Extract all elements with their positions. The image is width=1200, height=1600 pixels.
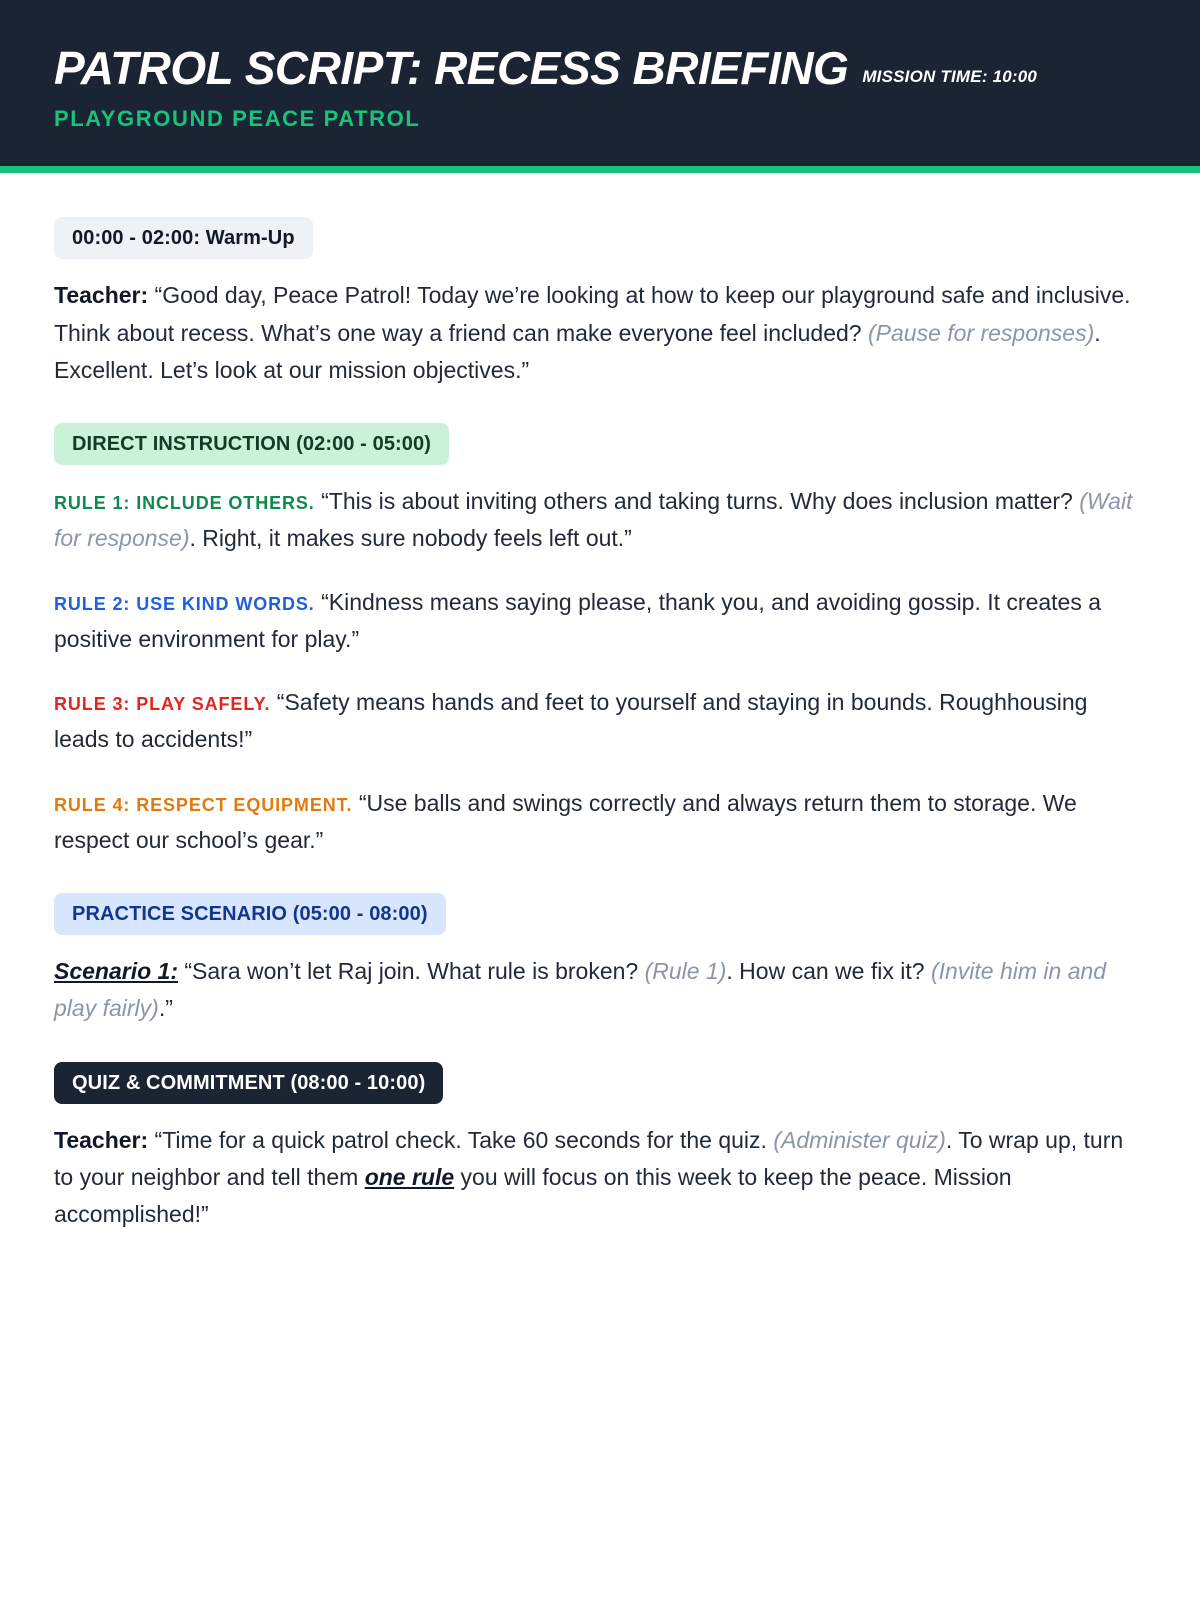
warmup-speaker: Teacher: <box>54 282 149 309</box>
section-chip-practice-scenario: PRACTICE SCENARIO (05:00 - 08:00) <box>54 893 446 935</box>
document-subtitle: PLAYGROUND PEACE PATROL <box>54 106 421 132</box>
rule-paragraph-1 <box>54 483 1146 558</box>
rule-text-4a: “Use balls and swings correctly and always return them to storage. We respect our school’s gear.” <box>54 789 1077 853</box>
practice-text-3: .” <box>158 995 173 1022</box>
quiz-text-1: “Time for a quick patrol check. Take 60 seconds for the quiz. <box>148 1126 774 1153</box>
document-header <box>0 0 1200 166</box>
rule-paragraph-2 <box>54 584 1146 659</box>
rule-label-4: RULE 4: RESPECT EQUIPMENT. <box>54 794 353 815</box>
section-quiz-commitment <box>54 1062 1146 1234</box>
scenario-label: Scenario 1: <box>54 958 178 985</box>
rule-text-2a: “Kindness means saying please, thank you, and avoiding gossip. It creates a positive environment for play.” <box>54 588 1102 652</box>
rule-text-3a: “Safety means hands and feet to yourself and staying in bounds. Roughhousing leads to accidents!” <box>54 689 1088 753</box>
header-accent-rule <box>0 166 1200 173</box>
practice-stage-2: (Invite him in and play fairly) <box>54 958 1107 1022</box>
title-row <box>54 44 1146 92</box>
section-chip-warmup: 00:00 - 02:00: Warm-Up <box>54 217 313 259</box>
rule-text-1a: “This is about inviting others and taking turns. Why does inclusion matter? <box>314 488 1080 515</box>
rule-stage-1: (Wait for response) <box>54 488 1133 552</box>
practice-text-1: “Sara won’t let Raj join. What rule is broken? <box>178 958 645 985</box>
section-chip-quiz-commitment: QUIZ & COMMITMENT (08:00 - 10:00) <box>54 1062 443 1104</box>
page-title: PATROL SCRIPT: RECESS BRIEFING <box>54 42 849 94</box>
quiz-text-3: you will focus on this week to keep the peace. Mission accomplished!” <box>54 1163 1012 1228</box>
section-direct-instruction <box>54 423 1146 859</box>
practice-paragraph <box>54 953 1146 1028</box>
quiz-speaker: Teacher: <box>54 1126 149 1153</box>
rule-text-1b: . Right, it makes sure nobody feels left out.” <box>189 525 632 552</box>
practice-text-2: . How can we fix it? <box>726 958 931 985</box>
quiz-emphasis: one rule <box>364 1163 455 1190</box>
warmup-text-1: “Good day, Peace Patrol! Today we’re looking at how to keep our playground safe and inclusive. Think about recess. What’s one way a friend can make everyone feel included? <box>54 282 1131 346</box>
section-chip-direct-instruction: DIRECT INSTRUCTION (02:00 - 05:00) <box>54 423 449 465</box>
quiz-paragraph <box>54 1122 1146 1234</box>
warmup-paragraph <box>54 277 1146 389</box>
rule-paragraph-3 <box>54 684 1146 759</box>
section-practice-scenario <box>54 893 1146 1028</box>
rule-label-3: RULE 3: PLAY SAFELY. <box>54 694 271 715</box>
mission-time-label: MISSION TIME: 10:00 <box>862 67 1038 86</box>
rule-label-2: RULE 2: USE KIND WORDS. <box>54 593 315 614</box>
practice-stage-1: (Rule 1) <box>644 958 727 985</box>
section-warmup <box>54 217 1146 389</box>
document-body <box>0 173 1200 1327</box>
quiz-stage-direction: (Administer quiz) <box>773 1126 946 1153</box>
rule-label-1: RULE 1: INCLUDE OTHERS. <box>54 493 315 514</box>
warmup-text-2: . Excellent. Let’s look at our mission objectives.” <box>54 319 1101 383</box>
warmup-stage-direction: (Pause for responses) <box>867 319 1095 346</box>
quiz-text-2: . To wrap up, turn to your neighbor and tell them <box>54 1126 1124 1190</box>
rule-paragraph-4 <box>54 785 1146 860</box>
